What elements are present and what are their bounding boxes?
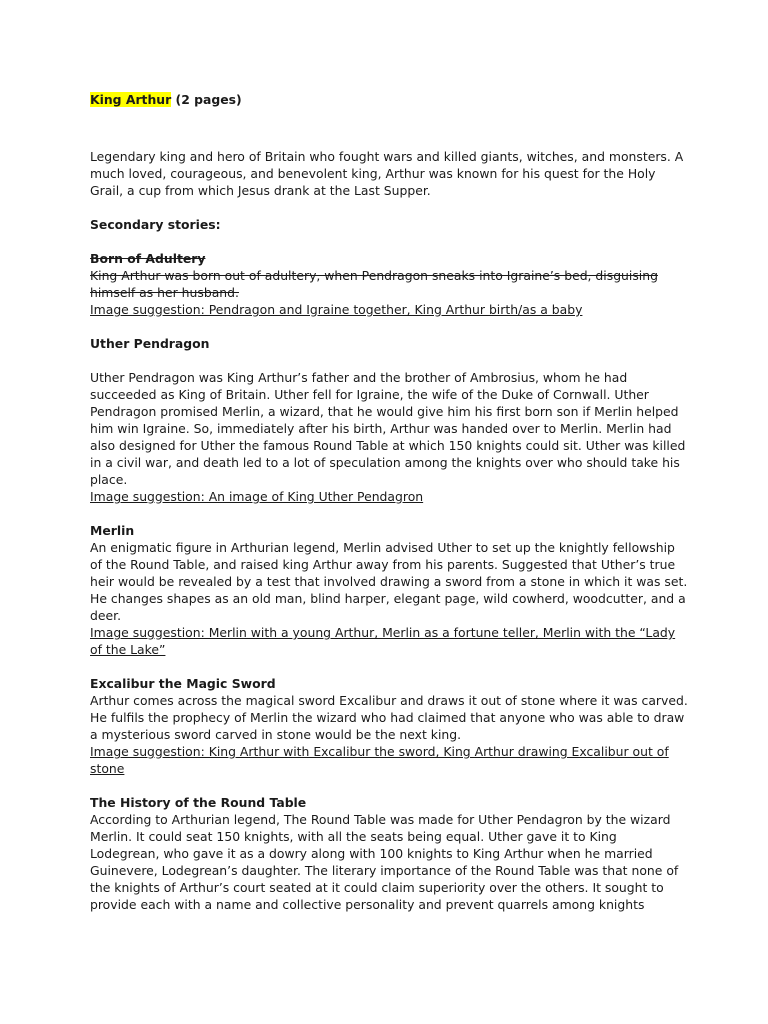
section-heading: The History of the Round Table (90, 795, 307, 810)
intro-paragraph: Legendary king and hero of Britain who fought wars and killed giants, witches, and monsters. A much loved, courageous, and benevolent king, Arthur was known for his quest for the Holy Grail, a cup from which Jesus drank at the Last Supper. (90, 149, 684, 198)
section-round-table (90, 794, 690, 913)
section-body: According to Arthurian legend, The Round Table was made for Uther Pendagron by the wizard Merlin. It could seat 150 knights, with all the seats being equal. Uther gave it to King Lodegrean, who gave it as a dowry along with 100 knights to King Arthur when he married Guinevere, Lodegrean’s daughter. The literary importance of the Round Table was that none of the knights of Arthur’s court seated at it could claim superiority over the others. It sought to provide each with a name and collective personality and prevent quarrels among knights (90, 812, 679, 912)
secondary-stories-heading: Secondary stories: (90, 217, 221, 232)
document-page (90, 91, 690, 913)
section-excalibur (90, 675, 690, 777)
section-body: King Arthur was born out of adultery, when Pendragon sneaks into Igraine’s bed, disguising himself as her husband. (90, 268, 658, 300)
section-heading: Excalibur the Magic Sword (90, 676, 276, 691)
document-title (90, 91, 690, 108)
section-uther-pendragon (90, 335, 690, 505)
section-body: An enigmatic figure in Arthurian legend, Merlin advised Uther to set up the knightly fellowship of the Round Table, and raised king Arthur away from his parents. Suggested that Uther’s true heir would be revealed by a test that involved drawing a sword from a stone in which it was set. He changes shapes as an old man, blind harper, elegant page, wild cowherd, woodcutter, and a deer. (90, 540, 688, 623)
image-suggestion: Image suggestion: King Arthur with Excalibur the sword, King Arthur drawing Excalibur out of stone (90, 744, 669, 776)
highlighted-title: King Arthur (90, 92, 172, 107)
section-heading: Born of Adultery (90, 251, 206, 266)
section-body: Uther Pendragon was King Arthur’s father and the brother of Ambrosius, whom he had succeeded as King of Britain. Uther fell for Igraine, the wife of the Duke of Cornwall. Uther Pendragon promised Merlin, a wizard, that he would give him his first born son if Merlin helped him win Igraine. So, immediately after his birth, Arthur was handed over to Merlin. Merlin had also designed for Uther the famous Round Table at which 150 knights could sit. Uther was killed in a civil war, and death led to a lot of speculation among the knights over who should take his place. (90, 370, 686, 487)
section-heading: Uther Pendragon (90, 336, 210, 351)
image-suggestion: Image suggestion: Merlin with a young Arthur, Merlin as a fortune teller, Merlin with the “Lady of the Lake” (90, 625, 676, 657)
section-born-of-adultery (90, 250, 690, 318)
image-suggestion: Image suggestion: Pendragon and Igraine together, King Arthur birth/as a baby (90, 302, 583, 317)
section-merlin (90, 522, 690, 658)
section-heading: Merlin (90, 523, 135, 538)
title-page-count: (2 pages) (171, 92, 242, 107)
image-suggestion: Image suggestion: An image of King Uther Pendagron (90, 489, 424, 504)
section-body: Arthur comes across the magical sword Excalibur and draws it out of stone where it was carved. He fulfils the prophecy of Merlin the wizard who had claimed that anyone who was able to draw a mysterious sword carved in stone would be the next king. (90, 693, 688, 742)
